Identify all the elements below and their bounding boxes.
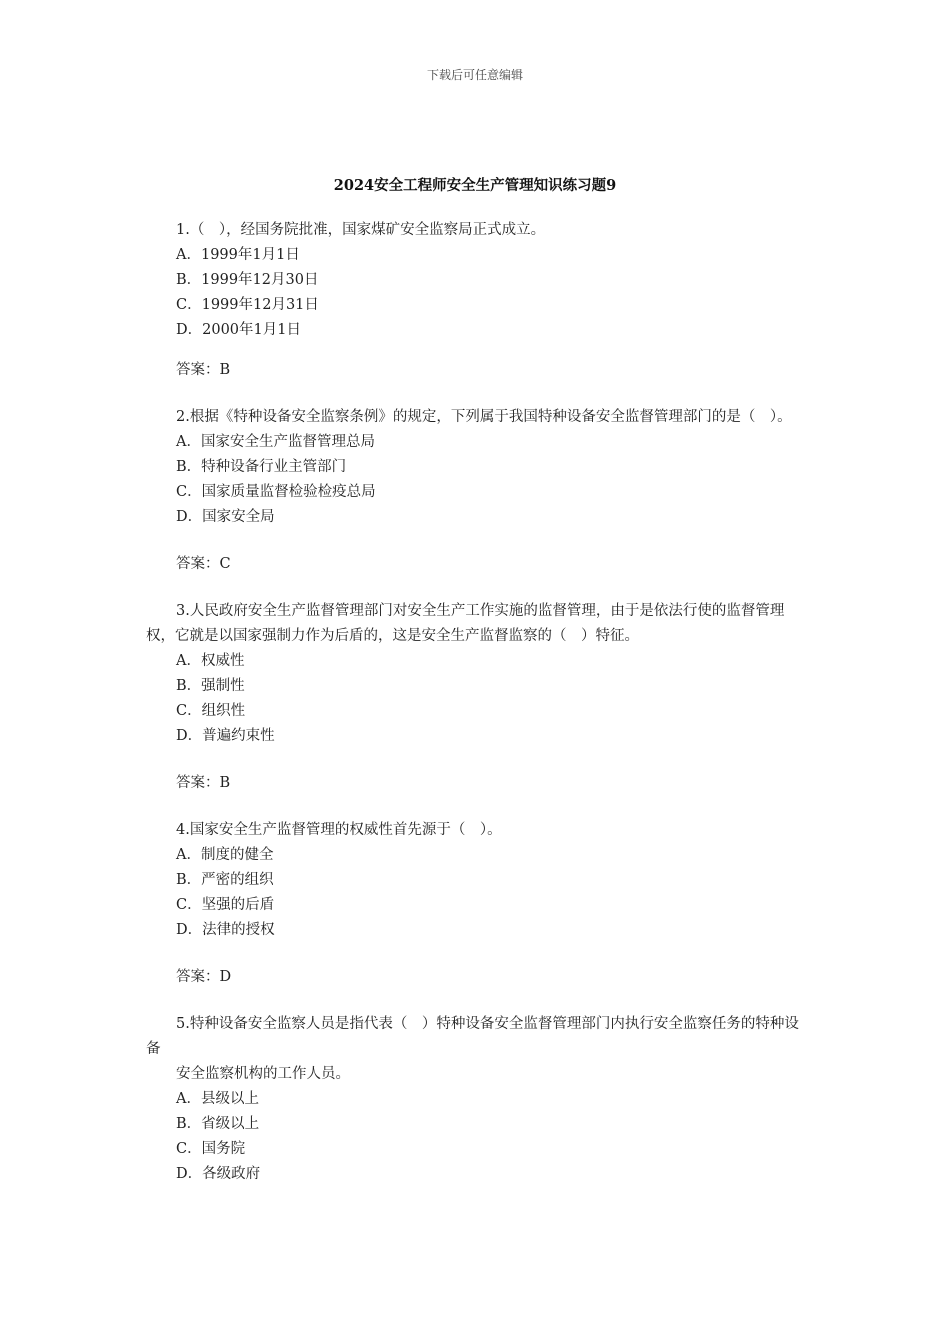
option-d: D．法律的授权 bbox=[176, 922, 275, 938]
option-d: D．国家安全局 bbox=[176, 509, 275, 525]
question-stem: 4.国家安全生产监督管理的权威性首先源于（ ）。 bbox=[176, 822, 502, 838]
question-stem: 3.人民政府安全生产监督管理部门对安全生产工作实施的监督管理，由于是依法行使的监督管理权，它就是以国家强制力作为后盾的，这是安全生产监督监察的（ ）特征。 bbox=[146, 603, 785, 644]
question-stem: 1.（ ），经国务院批准，国家煤矿安全监察局正式成立。 bbox=[176, 222, 546, 238]
page-header-note: 下载后可任意编辑 bbox=[426, 68, 523, 82]
question-stem: 2.根据《特种设备安全监察条例》的规定，下列属于我国特种设备安全监督管理部门的是（ ）。 bbox=[176, 409, 792, 425]
question-4 bbox=[146, 818, 806, 990]
option-a: A．1999年1月1日 bbox=[176, 247, 300, 263]
question-3 bbox=[146, 599, 806, 796]
option-b: B．1999年12月30日 bbox=[176, 272, 319, 288]
option-c: C．国务院 bbox=[176, 1141, 246, 1157]
question-5 bbox=[146, 1012, 806, 1187]
option-d: D．2000年1月1日 bbox=[176, 322, 301, 338]
option-a: A．权威性 bbox=[176, 653, 245, 669]
option-b: B．强制性 bbox=[176, 678, 245, 694]
answer: 答案：D bbox=[176, 969, 232, 985]
option-c: C．1999年12月31日 bbox=[176, 297, 319, 313]
option-b: B．省级以上 bbox=[176, 1116, 260, 1132]
option-a: A．制度的健全 bbox=[176, 847, 274, 863]
question-2 bbox=[146, 405, 806, 577]
answer: 答案：C bbox=[176, 556, 231, 572]
option-c: C．组织性 bbox=[176, 703, 246, 719]
question-stem: 5.特种设备安全监察人员是指代表（ ）特种设备安全监督管理部门内执行安全监察任务的特种设备 bbox=[146, 1016, 799, 1057]
option-a: A．国家安全生产监督管理总局 bbox=[176, 434, 375, 450]
option-a: A．县级以上 bbox=[176, 1091, 259, 1107]
option-c: C．国家质量监督检验检疫总局 bbox=[176, 484, 376, 500]
option-d: D．各级政府 bbox=[176, 1166, 261, 1182]
option-b: B．严密的组织 bbox=[176, 872, 274, 888]
question-1 bbox=[146, 218, 806, 383]
option-b: B．特种设备行业主管部门 bbox=[176, 459, 347, 475]
question-list bbox=[146, 218, 806, 1209]
answer: 答案：B bbox=[176, 775, 231, 791]
question-stem-continued: 安全监察机构的工作人员。 bbox=[176, 1066, 350, 1082]
answer: 答案：B bbox=[176, 362, 231, 378]
document-title: 2024安全工程师安全生产管理知识练习题9 bbox=[333, 177, 617, 194]
option-d: D．普遍约束性 bbox=[176, 728, 275, 744]
option-c: C．坚强的后盾 bbox=[176, 897, 275, 913]
